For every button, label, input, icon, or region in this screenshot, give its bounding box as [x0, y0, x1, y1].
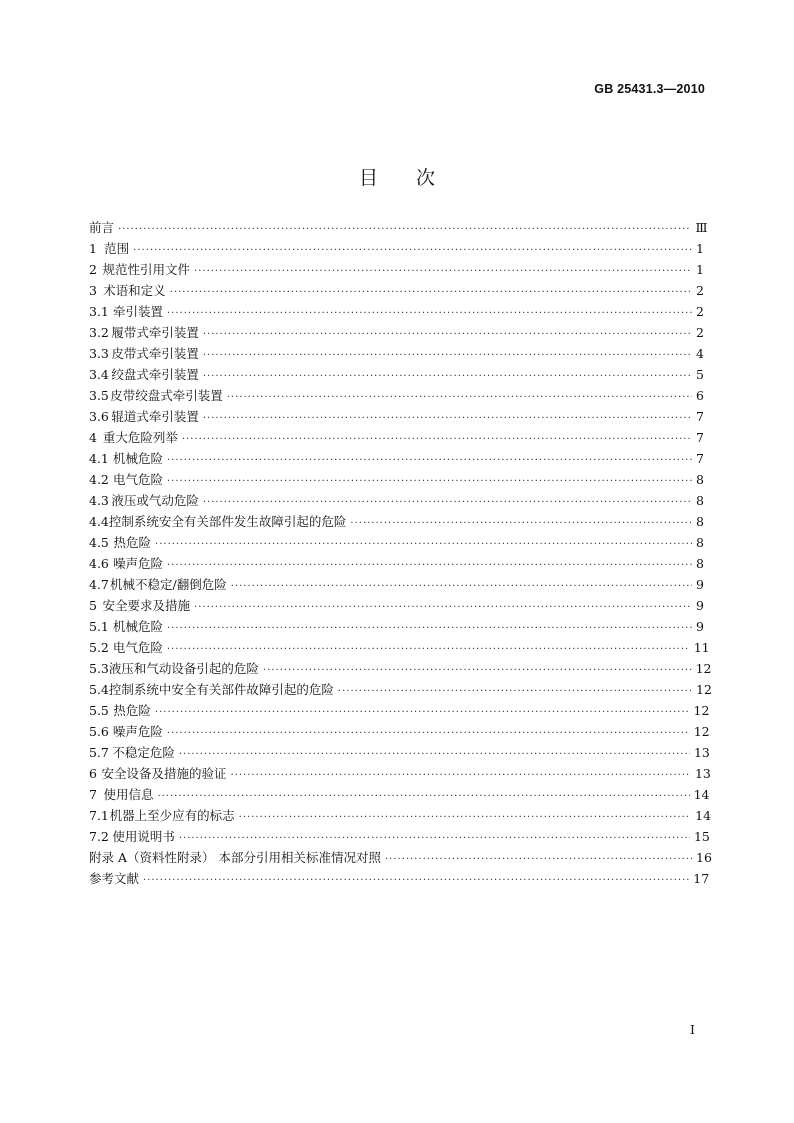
toc-dot-leader — [203, 366, 692, 387]
toc-entry-label: 控制系统安全有关部件发生故障引起的危险 — [108, 514, 347, 529]
toc-entry-number: 4 — [89, 430, 97, 445]
page-title: 目次 — [358, 166, 473, 189]
toc-dot-leader — [167, 471, 692, 492]
toc-entry-page: 2 — [696, 325, 704, 340]
toc-entry-number: 5.5 — [89, 703, 109, 718]
toc-entry-number: 7.1 — [89, 808, 109, 823]
toc-entry-page: 12 — [696, 682, 712, 697]
toc-dot-leader — [263, 660, 692, 681]
toc-dot-leader — [385, 849, 692, 870]
toc-entry-number: 5.6 — [89, 724, 109, 739]
toc-entry[interactable] — [89, 469, 704, 490]
toc-dot-leader — [350, 513, 692, 534]
toc-dot-leader — [203, 324, 692, 345]
toc-entry-page: 8 — [696, 514, 704, 529]
toc-entry-page: 14 — [695, 808, 712, 823]
toc-entry-label: 皮带式牵引装置 — [111, 346, 199, 361]
toc-entry-number: 3.1 — [89, 304, 109, 319]
toc-dot-leader — [118, 219, 691, 240]
toc-entry-number: 3.3 — [89, 346, 109, 361]
toc-entry[interactable] — [89, 385, 704, 406]
toc-entry-page: 17 — [693, 871, 710, 886]
toc-dot-leader — [167, 639, 690, 660]
toc-dot-leader — [133, 240, 692, 261]
toc-entry-number: 4.5 — [89, 535, 109, 550]
toc-entry-label: 履带式牵引装置 — [111, 325, 199, 340]
toc-entry[interactable] — [89, 490, 704, 511]
toc-dot-leader — [239, 807, 691, 828]
toc-entry-page: 8 — [696, 535, 704, 550]
toc-dot-leader — [155, 534, 692, 555]
toc-entry-page: 7 — [696, 451, 704, 466]
toc-entry[interactable] — [89, 448, 704, 469]
toc-dot-leader — [231, 576, 692, 597]
toc-entry[interactable] — [89, 511, 704, 532]
toc-entry-number: 4.2 — [89, 472, 109, 487]
toc-entry-label: 噪声危险 — [112, 556, 163, 571]
toc-dot-leader — [167, 723, 690, 744]
toc-entry-number: 4.7 — [89, 577, 109, 592]
toc-entry-page: 8 — [696, 472, 704, 487]
toc-entry[interactable] — [89, 301, 704, 322]
toc-entry-number: 6 — [89, 766, 97, 781]
toc-entry[interactable] — [89, 868, 710, 889]
toc-entry[interactable] — [89, 574, 704, 595]
toc-entry-page: 7 — [696, 430, 704, 445]
toc-entry-number: 5.4 — [89, 682, 109, 697]
toc-entry-number: 4.4 — [89, 514, 109, 529]
toc-dot-leader — [167, 555, 692, 576]
toc-dot-leader — [203, 408, 692, 429]
toc-entry-label: 规范性引用文件 — [102, 262, 191, 277]
toc-dot-leader — [203, 345, 692, 366]
toc-entry-page: 12 — [693, 703, 710, 718]
toc-entry-number: 7 — [89, 787, 97, 802]
toc-entry[interactable] — [89, 364, 704, 385]
toc-entry-page: Ⅲ — [695, 220, 708, 235]
toc-entry[interactable] — [89, 826, 710, 847]
toc-entry-label: 不稳定危险 — [112, 745, 175, 760]
toc-entry-label: 范围 — [104, 241, 130, 256]
toc-entry[interactable] — [89, 217, 708, 238]
toc-entry-number: 4.1 — [89, 451, 109, 466]
toc-entry-label: 热危险 — [113, 703, 151, 718]
toc-entry-number: 4.3 — [89, 493, 109, 508]
toc-dot-leader — [203, 492, 692, 513]
toc-entry-page: 9 — [696, 577, 704, 592]
toc-entry-page: 8 — [696, 493, 704, 508]
toc-dot-leader — [231, 765, 691, 786]
toc-entry[interactable] — [89, 259, 704, 280]
toc-entry-number: 5.3 — [89, 661, 109, 676]
toc-entry-page: 5 — [696, 367, 704, 382]
toc-entry-number: 3.5 — [89, 388, 109, 403]
toc-entry[interactable] — [89, 742, 710, 763]
toc-entry[interactable] — [89, 238, 704, 259]
toc-entry-label: 使用信息 — [103, 787, 154, 802]
toc-entry-number: 5.2 — [89, 640, 109, 655]
toc-entry-number: 5.1 — [89, 619, 109, 634]
toc-dot-leader — [182, 429, 692, 450]
toc-entry-label: 热危险 — [113, 535, 152, 550]
toc-dot-leader — [170, 282, 692, 303]
toc-entry-page: 4 — [696, 346, 704, 361]
toc-entry[interactable] — [89, 595, 704, 616]
toc-entry-label: 重大危险列举 — [102, 430, 178, 445]
toc-entry-number: 3.4 — [89, 367, 109, 382]
toc-entry-page: 12 — [693, 724, 710, 739]
toc-entry-label: 电气危险 — [112, 472, 163, 487]
toc-entry[interactable] — [89, 280, 704, 301]
toc-entry-label: 使用说明书 — [112, 829, 175, 844]
toc-entry-number: 4.6 — [89, 556, 109, 571]
toc-entry[interactable] — [89, 847, 712, 868]
toc-entry[interactable] — [89, 805, 712, 826]
toc-entry[interactable] — [89, 532, 704, 553]
toc-entry-label: 机械不稳定/翻倒危险 — [110, 577, 227, 592]
toc-entry-label: 参考文献 — [89, 871, 140, 886]
toc-entry-page: 2 — [696, 283, 704, 298]
toc-entry-number: 7.2 — [89, 829, 109, 844]
toc-entry[interactable] — [89, 721, 710, 742]
toc-entry-label: 辊道式牵引装置 — [111, 409, 199, 424]
toc-entry[interactable] — [89, 763, 711, 784]
toc-entry-label: 安全要求及措施 — [102, 598, 191, 613]
toc-entry-number: 3.2 — [89, 325, 109, 340]
toc-entry-label: 机器上至少应有的标志 — [109, 808, 235, 823]
toc-dot-leader — [167, 303, 692, 324]
toc-entry-page: 9 — [696, 619, 704, 634]
toc-entry-number: 2 — [89, 262, 97, 277]
toc-entry-page: 13 — [693, 745, 710, 760]
toc-entry-label: 皮带绞盘式牵引装置 — [110, 388, 223, 403]
toc-entry-label: 液压或气动危险 — [111, 493, 199, 508]
toc-entry-label: 机械危险 — [112, 619, 163, 634]
toc-entry[interactable] — [89, 784, 710, 805]
toc-dot-leader — [179, 828, 690, 849]
toc-entry[interactable] — [89, 637, 710, 658]
toc-entry-label: 液压和气动设备引起的危险 — [108, 661, 259, 676]
toc-entry-page: 9 — [696, 598, 704, 613]
toc-entry-number: 3.6 — [89, 409, 109, 424]
page-folio: Ⅰ — [690, 1022, 695, 1037]
toc-entry-page: 1 — [696, 241, 704, 256]
toc-entry[interactable] — [89, 616, 704, 637]
toc-dot-leader — [155, 702, 690, 723]
toc-list — [89, 217, 712, 889]
toc-entry-page: 13 — [694, 766, 711, 781]
toc-entry-label: 噪声危险 — [112, 724, 163, 739]
toc-dot-leader — [338, 681, 692, 702]
standard-code: GB 25431.3—2010 — [594, 82, 705, 96]
toc-entry-label: 电气危险 — [112, 640, 163, 655]
toc-entry-label: 术语和定义 — [103, 283, 166, 298]
toc-entry[interactable] — [89, 406, 704, 427]
toc-entry-label: 安全设备及措施的验证 — [101, 766, 227, 781]
toc-entry-page: 2 — [696, 304, 704, 319]
toc-entry-page: 11 — [693, 640, 710, 655]
toc-entry-page: 16 — [696, 850, 712, 865]
toc-dot-leader — [167, 618, 692, 639]
toc-entry-page: 15 — [693, 829, 710, 844]
toc-entry-label: 牵引装置 — [112, 304, 163, 319]
toc-dot-leader — [179, 744, 690, 765]
toc-entry[interactable] — [89, 427, 704, 448]
toc-dot-leader — [227, 387, 692, 408]
toc-entry-page: 12 — [695, 661, 712, 676]
toc-dot-leader — [167, 450, 692, 471]
toc-entry-label: 机械危险 — [112, 451, 163, 466]
toc-entry-label: 前言 — [89, 220, 115, 235]
toc-dot-leader — [157, 786, 689, 807]
toc-entry-number: 3 — [89, 283, 97, 298]
toc-entry[interactable] — [89, 322, 704, 343]
toc-entry[interactable] — [89, 343, 704, 364]
toc-entry-number: 1 — [89, 241, 97, 256]
toc-entry-label: 附录 A（资料性附录） 本部分引用相关标准情况对照 — [89, 850, 381, 865]
toc-entry-number: 5 — [89, 598, 97, 613]
toc-entry-page: 7 — [696, 409, 704, 424]
toc-dot-leader — [143, 870, 689, 891]
toc-entry-number: 5.7 — [89, 745, 109, 760]
toc-entry[interactable] — [89, 679, 712, 700]
toc-entry[interactable] — [89, 700, 710, 721]
toc-dot-leader — [194, 597, 692, 618]
toc-entry-label: 控制系统中安全有关部件故障引起的危险 — [108, 682, 334, 697]
toc-entry-page: 14 — [693, 787, 710, 802]
toc-entry-label: 绞盘式牵引装置 — [111, 367, 199, 382]
toc-entry-page: 6 — [696, 388, 704, 403]
toc-entry-page: 8 — [696, 556, 704, 571]
toc-entry[interactable] — [89, 553, 704, 574]
toc-entry[interactable] — [89, 658, 712, 679]
toc-entry-page: 1 — [696, 262, 704, 277]
toc-dot-leader — [194, 261, 692, 282]
